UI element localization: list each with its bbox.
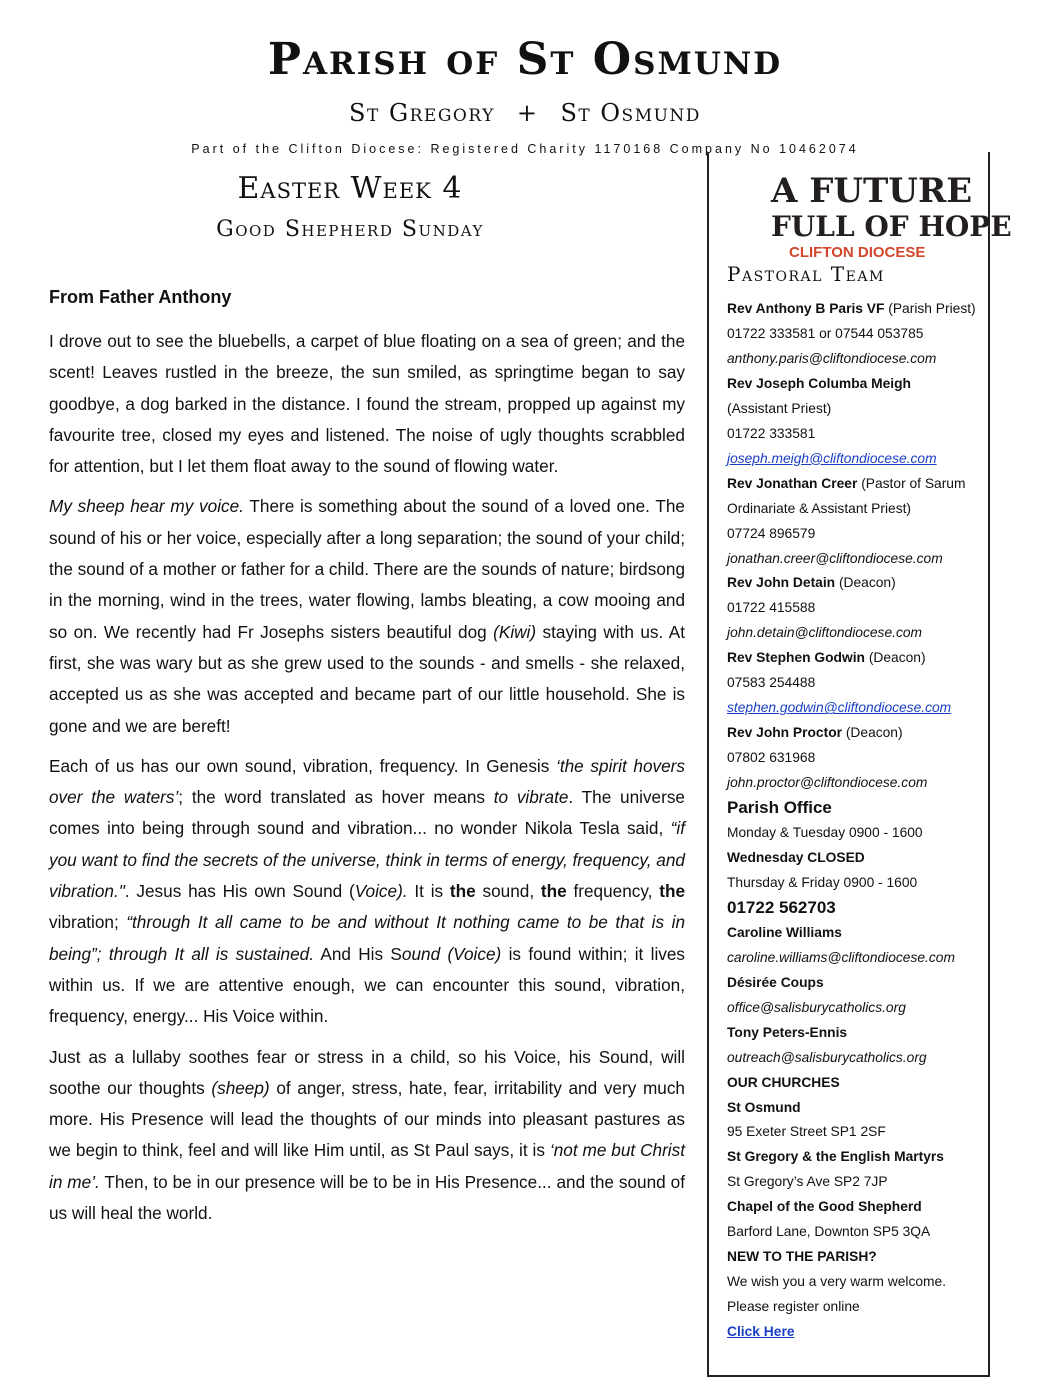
contact-role: (Parish Priest) <box>884 301 976 316</box>
text-italic: Voice). <box>354 881 408 902</box>
diocese-registration-line: Part of the Clifton Diocese: Registered Charity 1170168 Company No 10462074 <box>191 142 859 156</box>
contact-role: (Assistant Priest) <box>727 400 832 416</box>
text: Just as a lullaby soothes fear or stress in a child, so his Voice, his Sound, will soothe our thoughts <box>49 1046 685 1098</box>
church-name: Chapel of the Good Shepherd <box>727 1199 922 1215</box>
office-hours-mon-tue: Monday & Tuesday 0900 - 1600 <box>727 825 923 841</box>
click-here-link[interactable]: Click Here <box>727 1324 795 1340</box>
text: sound, <box>475 881 541 902</box>
church-address: St Gregory’s Ave SP2 7JP <box>727 1174 888 1190</box>
text-bold: the <box>449 881 476 902</box>
contact-name-line <box>727 297 987 322</box>
contact-name: Rev John Proctor <box>727 725 842 741</box>
contact-email: jonathan.creer@cliftondiocese.com <box>727 550 943 566</box>
article-paragraph-4 <box>49 1042 685 1230</box>
text: vibration; <box>49 912 127 933</box>
contact-name: Désirée Coups <box>727 974 824 990</box>
text-italic: “through It all came to be and without It nothing came to be that is in being”; through It all is sustained. <box>49 912 686 964</box>
our-churches-title: OUR CHURCHES <box>727 1074 840 1090</box>
text: ; the word translated as hover means <box>178 787 494 808</box>
logo-line-2: FULL OF HOPE <box>771 210 1012 243</box>
contact-role: (Deacon) <box>864 650 926 666</box>
contact-name: Rev Jonathan Creer <box>727 475 858 491</box>
contact-name: Caroline Williams <box>727 924 842 940</box>
text: It is <box>407 881 450 902</box>
contact-email: caroline.williams@cliftondiocese.com <box>727 949 955 965</box>
parish-title: Parish of St Osmund <box>267 34 783 85</box>
article-paragraph-3 <box>49 751 685 1033</box>
week-subtitle: Good Shepherd Sunday <box>216 217 484 242</box>
text-italic: (Kiwi) <box>493 621 537 642</box>
article-paragraph-2 <box>49 491 685 741</box>
contact-phone: 01722 415588 <box>727 600 816 616</box>
text-italic: to vibrate <box>493 787 569 808</box>
masthead <box>0 30 1050 158</box>
office-hours-thu-fri: Thursday & Friday 0900 - 1600 <box>727 874 918 890</box>
text: Then, to be in our presence will be to be in His Presence... and the sound of us will heal the world. <box>49 1171 686 1224</box>
text-italic: ound (Voice) <box>401 943 502 964</box>
contact-phone: 07583 254488 <box>727 675 816 691</box>
article-paragraph-1: I drove out to see the bluebells, a carpet of blue floating on a sea of green; and the scent! Leaves rustled in the breeze, the sun smiled, as springtime began to say goodbye, a dog barked in the distance. I found the stream, propped up against my favourite tree, closed my eyes and listened. The noise of ugly thoughts scrabbled for attention, but I let them float away to the sound of flowing water. <box>49 331 685 477</box>
plus-sign: + <box>516 99 539 127</box>
contact-email: john.detain@cliftondiocese.com <box>727 625 923 641</box>
text: Each of us has our own sound, vibration, frequency. In Genesis <box>49 755 557 776</box>
text-italic: “if you want to find the secrets of the universe, think in terms of energy, frequency, and vibration." <box>49 818 685 902</box>
logo-line-1: A FUTURE <box>771 171 973 211</box>
contact-name: Tony Peters-Ennis <box>727 1024 848 1040</box>
church-address: 95 Exeter Street SP1 2SF <box>727 1124 886 1140</box>
register-text: Please register online <box>727 1299 860 1315</box>
parish-office-title: Parish Office <box>727 798 832 818</box>
contact-phone: 07802 631968 <box>727 750 816 766</box>
contact-name: Rev Anthony B Paris VF <box>727 301 885 316</box>
text-italic: ‘the spirit hovers over the waters’ <box>49 755 685 808</box>
text: frequency, <box>566 881 660 902</box>
text-italic: My sheep hear my voice. <box>49 496 244 517</box>
office-phone: 01722 562703 <box>727 897 836 917</box>
contact-email: john.proctor@cliftondiocese.com <box>727 775 928 791</box>
church-name: St Osmund <box>727 1099 801 1115</box>
contact-email: office@salisburycatholics.org <box>727 999 906 1015</box>
contact-email: outreach@salisburycatholics.org <box>727 1049 927 1065</box>
new-to-parish-title: NEW TO THE PARISH? <box>727 1249 877 1265</box>
contact-name-line <box>727 646 987 671</box>
church-st-osmund: St Osmund <box>560 99 701 127</box>
contact-name-line <box>727 472 987 497</box>
email-link-joseph-meigh[interactable]: joseph.meigh@cliftondiocese.com <box>727 450 937 466</box>
text: . Jesus has His own Sound ( <box>124 881 355 902</box>
church-name: St Gregory & the English Martyrs <box>727 1149 944 1165</box>
contact-role-continued: Ordinariate & Assistant Priest) <box>727 500 912 516</box>
text: There is something about the sound of a loved one. The sound of his or her voice, especially after a long separation; the sound of your child; the sound of a mother or father for a child. There are the sounds of nature; birdsong in the morning, wind in the trees, water flowing, lambs bleating, a cow mooing and so on. We recently had Fr Josephs sisters beautiful dog <box>49 496 686 642</box>
contact-name: Rev John Detain <box>727 575 836 591</box>
church-st-gregory: St Gregory <box>349 99 495 127</box>
contact-name-line <box>727 571 987 596</box>
text: is found within; it lives within us. If we are attentive enough, we can encounter this sound, vibration, frequency, energy... His Voice within. <box>49 943 686 1027</box>
contact-phone: 01722 333581 or 07544 053785 <box>727 325 924 341</box>
text-bold: the <box>540 881 567 902</box>
church-names <box>0 96 1050 130</box>
text: . The universe comes into being through sound and vibration... no wonder Nikola Tesla said, <box>49 787 685 839</box>
text-bold: the <box>659 881 686 902</box>
contact-name: Rev Joseph Columba Meigh <box>727 375 911 391</box>
logo-line-3: CLIFTON DIOCESE <box>789 244 926 261</box>
text: of anger, stress, hate, fear, irritability and very much more. His Presence will lead the thoughts of our minds into pleasant pastures as we begin to think, feel and will like Him until, as St Paul says, it is <box>49 1077 685 1161</box>
office-hours-wed: Wednesday CLOSED <box>727 849 865 865</box>
contact-role: (Deacon) <box>835 575 896 591</box>
contact-name: Rev Stephen Godwin <box>727 650 865 666</box>
pastoral-team-list <box>727 297 987 1345</box>
contact-role: (Pastor of Sarum <box>857 475 966 491</box>
text-italic: ‘not me but Christ in me’. <box>49 1140 685 1192</box>
article-from-father-anthony <box>49 282 685 1238</box>
pastoral-team-title: Pastoral Team <box>727 262 885 286</box>
article-heading: From Father Anthony <box>49 287 232 307</box>
sidebar-pastoral-team <box>707 152 1012 1377</box>
contact-name-line <box>727 721 987 746</box>
future-full-of-hope-logo <box>761 162 1012 262</box>
contact-phone: 01722 333581 <box>727 425 816 441</box>
week-title: Easter Week 4 <box>237 171 463 206</box>
church-address: Barford Lane, Downton SP5 3QA <box>727 1224 931 1240</box>
text: staying with us. At first, she was wary but as she grew used to the sounds - and smells - she relaxed, accepted us as she was accepted and became part of our little household. She is gone and we are bereft! <box>49 621 686 736</box>
email-link-stephen-godwin[interactable]: stephen.godwin@cliftondiocese.com <box>727 700 952 716</box>
text: And His S <box>313 943 402 964</box>
text-italic: (sheep) <box>211 1077 270 1098</box>
contact-role: (Deacon) <box>842 725 903 741</box>
contact-email: anthony.paris@cliftondiocese.com <box>727 350 937 366</box>
welcome-text: We wish you a very warm welcome. <box>727 1274 947 1290</box>
contact-phone: 07724 896579 <box>727 525 816 541</box>
